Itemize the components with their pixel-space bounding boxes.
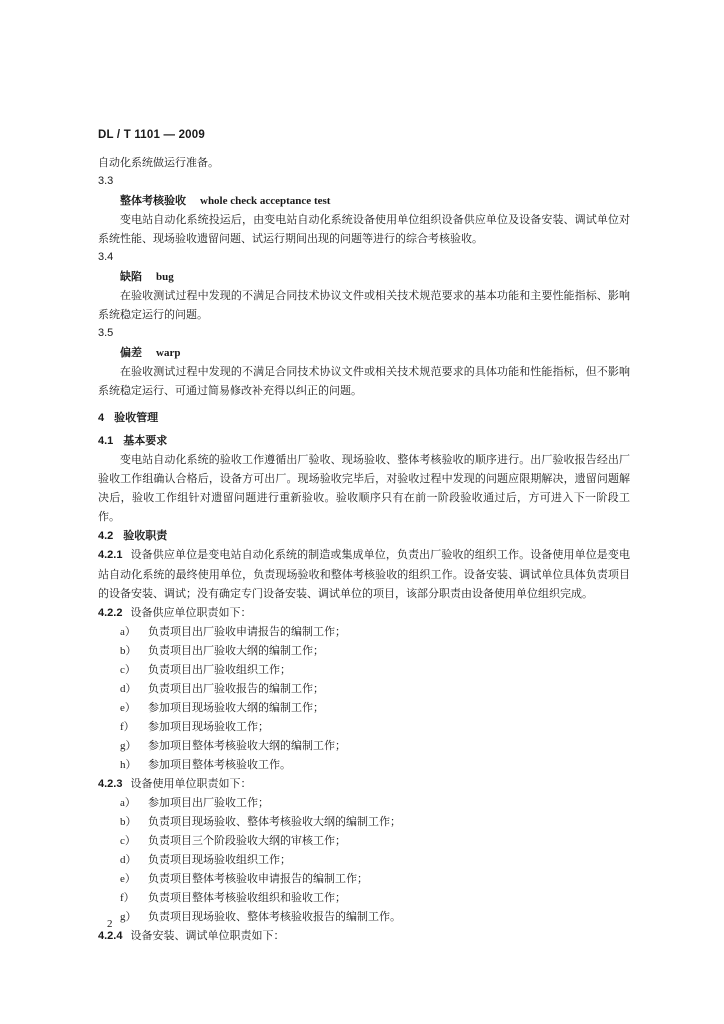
list-marker: d） bbox=[120, 854, 137, 866]
list-item-text: 负责项目出厂验收大纲的编制工作； bbox=[148, 644, 324, 657]
clause-4-2-1 bbox=[98, 545, 630, 603]
list-marker: g） bbox=[120, 911, 137, 923]
list-marker: a） bbox=[120, 626, 136, 638]
list-marker: g） bbox=[120, 740, 137, 752]
section-number: 4 bbox=[98, 412, 105, 424]
list-marker: f） bbox=[120, 721, 135, 733]
clause-3-4-term bbox=[98, 267, 630, 286]
list-item bbox=[98, 850, 630, 869]
page-number: 2 bbox=[107, 918, 113, 930]
list-item bbox=[98, 641, 630, 660]
list-item bbox=[98, 660, 630, 679]
list-item bbox=[98, 831, 630, 850]
section-4-heading bbox=[98, 408, 630, 427]
list-item-text: 负责项目现场验收组织工作； bbox=[148, 853, 291, 866]
clause-3-5-number: 3.5 bbox=[98, 327, 114, 339]
list-item bbox=[98, 888, 630, 907]
section-number: 4.1 bbox=[98, 435, 114, 447]
list-marker: h） bbox=[120, 759, 137, 771]
clause-number: 4.2.3 bbox=[98, 778, 123, 790]
list-item-text: 参加项目整体考核验收大纲的编制工作； bbox=[148, 739, 346, 752]
list-marker: c） bbox=[120, 835, 136, 847]
clause-3-5-term bbox=[98, 343, 630, 362]
list-item-text: 参加项目出厂验收工作； bbox=[148, 796, 269, 809]
list-item-text: 负责项目出厂验收报告的编制工作； bbox=[148, 682, 324, 695]
list-marker: c） bbox=[120, 664, 136, 676]
list-item bbox=[98, 869, 630, 888]
clause-body: 设备供应单位是变电站自动化系统的制造或集成单位，负责出厂验收的组织工作。设备使用单位是变电站自动化系统的最终使用单位，负责现场验收和整体考核验收的组织工作。设备安装、调试单位具体负责项目的设备安装、调试；没有确定专门设备安装、调试单位的项目，该部分职责由设备使用单位组织完成。 bbox=[98, 548, 630, 600]
clause-title: 设备使用单位职责如下： bbox=[130, 777, 252, 790]
term-en: warp bbox=[156, 347, 181, 359]
term-en: bug bbox=[156, 271, 174, 283]
term-cn: 缺陷 bbox=[120, 270, 142, 283]
section-title: 验收管理 bbox=[114, 411, 159, 424]
term-cn: 整体考核验收 bbox=[120, 194, 186, 207]
term-cn: 偏差 bbox=[120, 346, 142, 359]
clause-number: 4.2.2 bbox=[98, 607, 123, 619]
list-marker: a） bbox=[120, 797, 136, 809]
intro-line: 自动化系统做运行准备。 bbox=[98, 156, 219, 169]
section-4-1-heading bbox=[98, 431, 630, 450]
list-item-text: 参加项目现场验收大纲的编制工作； bbox=[148, 701, 324, 714]
clause-4-2-2-heading bbox=[98, 603, 630, 622]
list-item bbox=[98, 717, 630, 736]
list-item-text: 参加项目整体考核验收工作。 bbox=[148, 758, 291, 771]
list-marker: e） bbox=[120, 873, 136, 885]
list-item-text: 负责项目整体考核验收申请报告的编制工作； bbox=[148, 872, 368, 885]
clause-title: 设备安装、调试单位职责如下： bbox=[130, 929, 285, 942]
clause-3-3-definition: 变电站自动化系统投运后，由变电站自动化系统设备使用单位组织设备供应单位及设备安装、调试单位对系统性能、现场验收遗留问题、试运行期间出现的问题等进行的综合考核验收。 bbox=[98, 213, 630, 245]
list-item bbox=[98, 698, 630, 717]
list-item-text: 参加项目现场验收工作； bbox=[148, 720, 269, 733]
section-title: 基本要求 bbox=[123, 434, 168, 447]
clause-3-3-number: 3.3 bbox=[98, 175, 114, 187]
section-4-2-heading bbox=[98, 526, 630, 545]
list-item bbox=[98, 793, 630, 812]
list-item-text: 负责项目整体考核验收组织和验收工作； bbox=[148, 891, 346, 904]
list-item-text: 负责项目现场验收、整体考核验收大纲的编制工作； bbox=[148, 815, 401, 828]
standard-code-header: DL / T 1101 — 2009 bbox=[98, 129, 205, 141]
clause-3-4-definition: 在验收测试过程中发现的不满足合同技术协议文件或相关技术规范要求的基本功能和主要性能指标、影响系统稳定运行的问题。 bbox=[98, 289, 630, 321]
section-title: 验收职责 bbox=[123, 529, 168, 542]
list-item bbox=[98, 679, 630, 698]
section-4-1-body: 变电站自动化系统的验收工作遵循出厂验收、现场验收、整体考核验收的顺序进行。出厂验收报告经出厂验收工作组确认合格后，设备方可出厂。现场验收完毕后，对验收过程中发现的问题应限期解决，遗留问题解决后，验收工作组针对遗留问题进行重新验收。验收顺序只有在前一阶段验收通过后，方可进入下一阶段工作。 bbox=[98, 453, 630, 523]
document-body bbox=[98, 153, 630, 945]
list-marker: f） bbox=[120, 892, 135, 904]
clause-3-3-term bbox=[98, 191, 630, 210]
clause-number: 4.2.4 bbox=[98, 930, 123, 942]
clause-4-2-3-list bbox=[98, 793, 630, 926]
list-item bbox=[98, 736, 630, 755]
list-marker: d） bbox=[120, 683, 137, 695]
list-item bbox=[98, 755, 630, 774]
term-en: whole check acceptance test bbox=[200, 195, 331, 207]
clause-4-2-4-heading bbox=[98, 926, 630, 945]
list-item bbox=[98, 812, 630, 831]
list-marker: b） bbox=[120, 645, 137, 657]
list-marker: b） bbox=[120, 816, 137, 828]
clause-3-4-number: 3.4 bbox=[98, 251, 114, 263]
list-item-text: 负责项目现场验收、整体考核验收报告的编制工作。 bbox=[148, 910, 401, 923]
list-marker: e） bbox=[120, 702, 136, 714]
clause-4-2-3-heading bbox=[98, 774, 630, 793]
clause-number: 4.2.1 bbox=[98, 549, 123, 561]
clause-title: 设备供应单位职责如下： bbox=[130, 606, 252, 619]
section-number: 4.2 bbox=[98, 530, 114, 542]
list-item bbox=[98, 907, 630, 926]
list-item-text: 负责项目三个阶段验收大纲的审核工作； bbox=[148, 834, 346, 847]
list-item-text: 负责项目出厂验收申请报告的编制工作； bbox=[148, 625, 346, 638]
clause-4-2-2-list bbox=[98, 622, 630, 774]
list-item bbox=[98, 622, 630, 641]
clause-3-5-definition: 在验收测试过程中发现的不满足合同技术协议文件或相关技术规范要求的具体功能和性能指标，但不影响系统稳定运行、可通过简易修改补充得以纠正的问题。 bbox=[98, 365, 630, 397]
list-item-text: 负责项目出厂验收组织工作； bbox=[148, 663, 291, 676]
